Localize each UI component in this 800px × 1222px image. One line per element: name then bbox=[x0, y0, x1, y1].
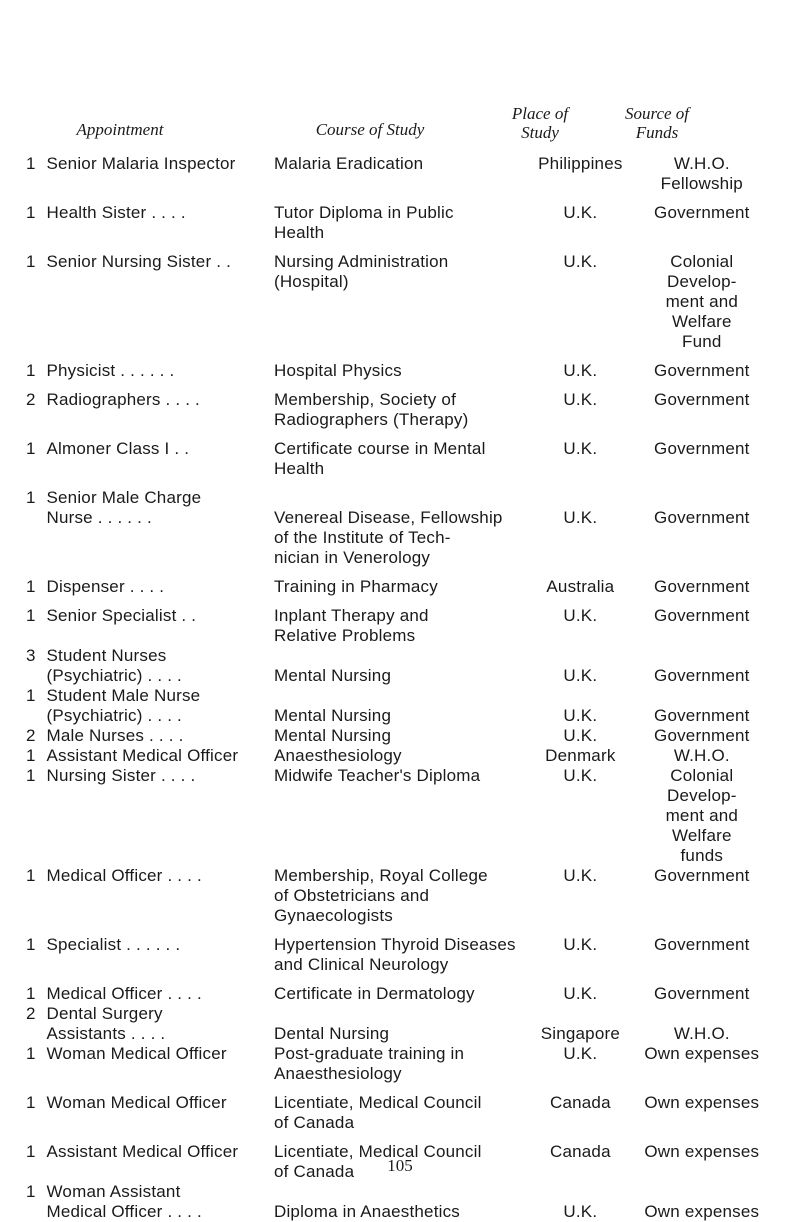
place-cell: Singapore bbox=[540, 1024, 620, 1043]
place-cell: U.K. bbox=[563, 666, 598, 685]
count-cell: 1 bbox=[26, 1142, 36, 1161]
source-cell: Government bbox=[654, 935, 750, 954]
table-row bbox=[26, 686, 771, 726]
place-cell: U.K. bbox=[563, 726, 598, 745]
table-row bbox=[26, 439, 771, 488]
course-cell: Hospital Physics bbox=[273, 361, 402, 380]
table-row bbox=[26, 1093, 771, 1142]
appointment-cell: Assistant Medical Officer bbox=[46, 1142, 239, 1161]
table-row bbox=[26, 252, 771, 361]
course-cell: Training in Pharmacy bbox=[273, 577, 438, 596]
source-cell: Colonial Develop- ment and Welfare Fund bbox=[665, 252, 739, 351]
appointments-table-body bbox=[26, 154, 771, 1222]
place-cell: Canada bbox=[549, 1142, 611, 1161]
course-cell: Tutor Diploma in Public Health bbox=[273, 203, 454, 242]
table-row bbox=[26, 766, 771, 866]
count-cell: 2 bbox=[26, 1004, 36, 1023]
appointment-cell: Physicist . . . . . . bbox=[46, 361, 175, 380]
table-row bbox=[26, 984, 771, 1004]
course-cell: Post-graduate training in Anaesthesiology bbox=[273, 1044, 465, 1083]
appointment-cell: Senior Nursing Sister . . bbox=[46, 252, 231, 271]
source-cell: Government bbox=[654, 390, 750, 409]
source-cell: Colonial Develop- ment and Welfare funds bbox=[665, 766, 739, 865]
table-row bbox=[26, 726, 771, 746]
count-cell: 1 bbox=[26, 766, 36, 785]
appointment-cell: Woman Assistant Medical Officer . . . . bbox=[46, 1182, 202, 1221]
course-cell: Mental Nursing bbox=[273, 726, 392, 745]
source-cell: Government bbox=[654, 866, 750, 885]
source-cell: Government bbox=[654, 666, 750, 685]
course-cell: Mental Nursing bbox=[273, 706, 392, 725]
count-cell: 1 bbox=[26, 866, 36, 885]
place-cell: U.K. bbox=[563, 606, 598, 625]
place-cell: U.K. bbox=[563, 361, 598, 380]
source-cell: Government bbox=[654, 577, 750, 596]
appointment-cell: Senior Specialist . . bbox=[46, 606, 197, 625]
place-cell: U.K. bbox=[563, 984, 598, 1003]
count-cell: 1 bbox=[26, 439, 36, 458]
source-cell: Own expenses bbox=[644, 1142, 760, 1161]
source-cell: Government bbox=[654, 439, 750, 458]
appointment-cell: Dental Surgery Assistants . . . . bbox=[46, 1004, 166, 1043]
table-row bbox=[26, 866, 771, 935]
course-cell: Dental Nursing bbox=[273, 1024, 390, 1043]
page-number: 105 bbox=[387, 1156, 413, 1175]
table-row bbox=[26, 577, 771, 606]
source-cell: Government bbox=[654, 984, 750, 1003]
header-course-of-study: Course of Study bbox=[315, 120, 425, 139]
count-cell: 1 bbox=[26, 935, 36, 954]
course-cell: Malaria Eradication bbox=[273, 154, 424, 173]
place-cell: U.K. bbox=[563, 439, 598, 458]
appointment-cell: Medical Officer . . . . bbox=[46, 866, 202, 885]
place-cell: U.K. bbox=[563, 390, 598, 409]
course-cell: Inplant Therapy and Relative Problems bbox=[273, 606, 429, 645]
place-cell: U.K. bbox=[563, 203, 598, 222]
table-row bbox=[26, 935, 771, 984]
table-row bbox=[26, 746, 771, 766]
place-cell: U.K. bbox=[563, 1202, 598, 1221]
count-cell: 1 bbox=[26, 686, 36, 705]
appointment-cell: Male Nurses . . . . bbox=[46, 726, 184, 745]
course-cell: Nursing Administration (Hospital) bbox=[273, 252, 449, 291]
count-cell: 2 bbox=[26, 726, 36, 745]
source-cell: W.H.O. bbox=[673, 746, 730, 765]
source-cell: Government bbox=[654, 508, 750, 527]
appointments-table bbox=[26, 154, 771, 1222]
appointment-cell: Woman Medical Officer bbox=[46, 1093, 227, 1112]
appointment-cell: Specialist . . . . . . bbox=[46, 935, 181, 954]
course-cell: Diploma in Anaesthetics bbox=[273, 1202, 460, 1221]
course-cell: Hypertension Thyroid Diseases and Clinical Neurology bbox=[273, 935, 516, 974]
course-cell: Anaesthesiology bbox=[273, 746, 402, 765]
source-cell: Government bbox=[654, 203, 750, 222]
appointment-cell: Radiographers . . . . bbox=[46, 390, 200, 409]
table-row bbox=[26, 154, 771, 203]
place-cell: U.K. bbox=[563, 766, 598, 785]
appointment-cell: Student Male Nurse (Psychiatric) . . . . bbox=[46, 686, 201, 725]
place-cell: Denmark bbox=[545, 746, 616, 765]
appointment-cell: Senior Malaria Inspector bbox=[46, 154, 236, 173]
place-cell: Australia bbox=[546, 577, 615, 596]
count-cell: 1 bbox=[26, 252, 36, 271]
count-cell: 1 bbox=[26, 577, 36, 596]
count-cell: 1 bbox=[26, 154, 36, 173]
table-row bbox=[26, 203, 771, 252]
source-cell: Own expenses bbox=[644, 1044, 760, 1063]
source-cell: Own expenses bbox=[644, 1093, 760, 1112]
table-row bbox=[26, 1004, 771, 1044]
header-source-of-funds: Source of Funds bbox=[624, 104, 690, 142]
table-row bbox=[26, 361, 771, 390]
count-cell: 1 bbox=[26, 746, 36, 765]
source-cell: Own expenses bbox=[644, 1202, 760, 1221]
place-cell: Philippines bbox=[538, 154, 623, 173]
course-cell: Mental Nursing bbox=[273, 666, 392, 685]
course-cell: Venereal Disease, Fellowship of the Institute of Tech- nician in Venerology bbox=[273, 508, 503, 567]
appointment-cell: Assistant Medical Officer bbox=[46, 746, 239, 765]
source-cell: Government bbox=[654, 706, 750, 725]
source-cell: Government bbox=[654, 361, 750, 380]
course-cell: Certificate course in Mental Health bbox=[273, 439, 486, 478]
count-cell: 1 bbox=[26, 1182, 36, 1201]
header-place-of-study: Place of Study bbox=[511, 104, 569, 142]
appointment-cell: Woman Medical Officer bbox=[46, 1044, 227, 1063]
count-cell: 3 bbox=[26, 646, 36, 665]
course-cell: Licentiate, Medical Council of Canada bbox=[273, 1093, 482, 1132]
place-cell: U.K. bbox=[563, 935, 598, 954]
count-cell: 1 bbox=[26, 606, 36, 625]
count-cell: 1 bbox=[26, 203, 36, 222]
count-cell: 1 bbox=[26, 361, 36, 380]
appointment-cell: Nursing Sister . . . . bbox=[46, 766, 196, 785]
appointment-cell: Dispenser . . . . bbox=[46, 577, 165, 596]
count-cell: 1 bbox=[26, 1093, 36, 1112]
count-cell: 1 bbox=[26, 1044, 36, 1063]
place-cell: U.K. bbox=[563, 252, 598, 271]
table-row bbox=[26, 606, 771, 646]
course-cell: Membership, Society of Radiographers (Therapy) bbox=[273, 390, 469, 429]
course-cell: Midwife Teacher's Diploma bbox=[273, 766, 481, 785]
count-cell: 1 bbox=[26, 488, 36, 507]
course-cell: Membership, Royal College of Obstetricians and Gynaecologists bbox=[273, 866, 488, 925]
place-cell: U.K. bbox=[563, 866, 598, 885]
table-row bbox=[26, 1182, 771, 1222]
source-cell: W.H.O. Fellowship bbox=[660, 154, 743, 193]
source-cell: Government bbox=[654, 606, 750, 625]
appointment-cell: Medical Officer . . . . bbox=[46, 984, 202, 1003]
appointment-cell: Health Sister . . . . bbox=[46, 203, 186, 222]
place-cell: U.K. bbox=[563, 1044, 598, 1063]
source-cell: Government bbox=[654, 726, 750, 745]
table-row bbox=[26, 390, 771, 439]
count-cell: 2 bbox=[26, 390, 36, 409]
course-cell: Certificate in Dermatology bbox=[273, 984, 475, 1003]
place-cell: U.K. bbox=[563, 508, 598, 527]
table-row bbox=[26, 1044, 771, 1093]
place-cell: U.K. bbox=[563, 706, 598, 725]
table-row bbox=[26, 488, 771, 577]
appointment-cell: Student Nurses (Psychiatric) . . . . bbox=[46, 646, 182, 685]
appointment-cell: Almoner Class I . . bbox=[46, 439, 190, 458]
place-cell: Canada bbox=[549, 1093, 611, 1112]
course-cell: Licentiate, Medical Council of Canada bbox=[273, 1142, 482, 1181]
table-row bbox=[26, 646, 771, 686]
header-appointment: Appointment bbox=[76, 120, 164, 139]
source-cell: W.H.O. bbox=[673, 1024, 730, 1043]
count-cell: 1 bbox=[26, 984, 36, 1003]
appointment-cell: Senior Male Charge Nurse . . . . . . bbox=[46, 488, 202, 527]
